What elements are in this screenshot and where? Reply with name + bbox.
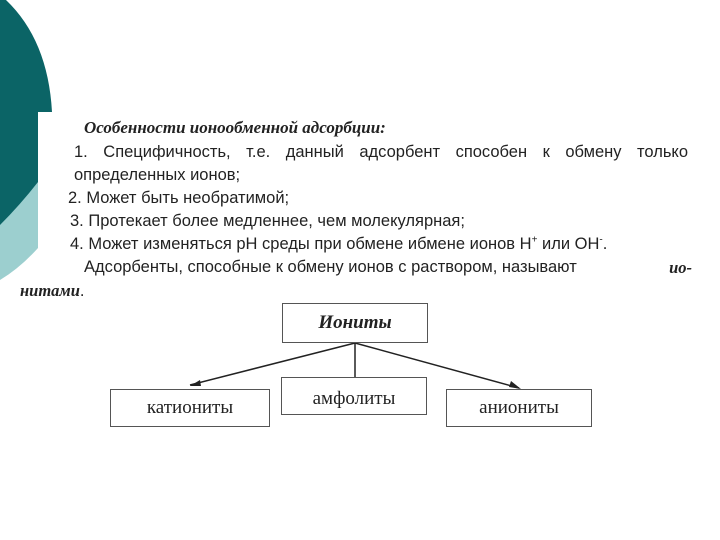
ionites-term-part-1: ио- (669, 258, 692, 277)
ampholytes-label: амфолиты (312, 388, 396, 409)
list-item-3-text: 3. Протекает более медленнее, чем молекулярная; (70, 212, 465, 230)
paragraph-end: . (79, 282, 85, 300)
arrowhead-anionites (509, 381, 521, 389)
list-item-4-end: . (602, 235, 608, 253)
diagram-root-box (282, 303, 428, 343)
list-item-1-continuation: определенных ионов; (74, 166, 241, 184)
paragraph-text: Адсорбенты, способные к обмену ионов с раствором, называют (84, 258, 577, 276)
anionites-label: аниониты (479, 397, 559, 418)
arrowhead-cationites (190, 380, 201, 386)
list-item-4-text: 4. Может изменяться рН среды при обмене ибмене ионов Н (70, 235, 532, 253)
hydrogen-charge: + (531, 234, 538, 246)
section-heading: Особенности ионообменной адсорбции: (84, 118, 386, 137)
list-item-1-text: 1. Специфичность, т.е. данный адсорбент способен к обмену только (74, 143, 688, 161)
hydroxide-charge: - (599, 234, 603, 246)
diagram-cationites-box (110, 389, 270, 427)
cationites-label: катиониты (146, 397, 234, 418)
ionites-term-part-2: нитами (20, 281, 80, 300)
diagram-root-label: Иониты (318, 312, 392, 333)
diagram-anionites-box (446, 389, 592, 427)
list-item-4-mid: или ОН (537, 235, 600, 253)
list-item-2-text: 2. Может быть необратимой; (68, 189, 290, 207)
diagram-ampholytes-box (281, 377, 427, 415)
